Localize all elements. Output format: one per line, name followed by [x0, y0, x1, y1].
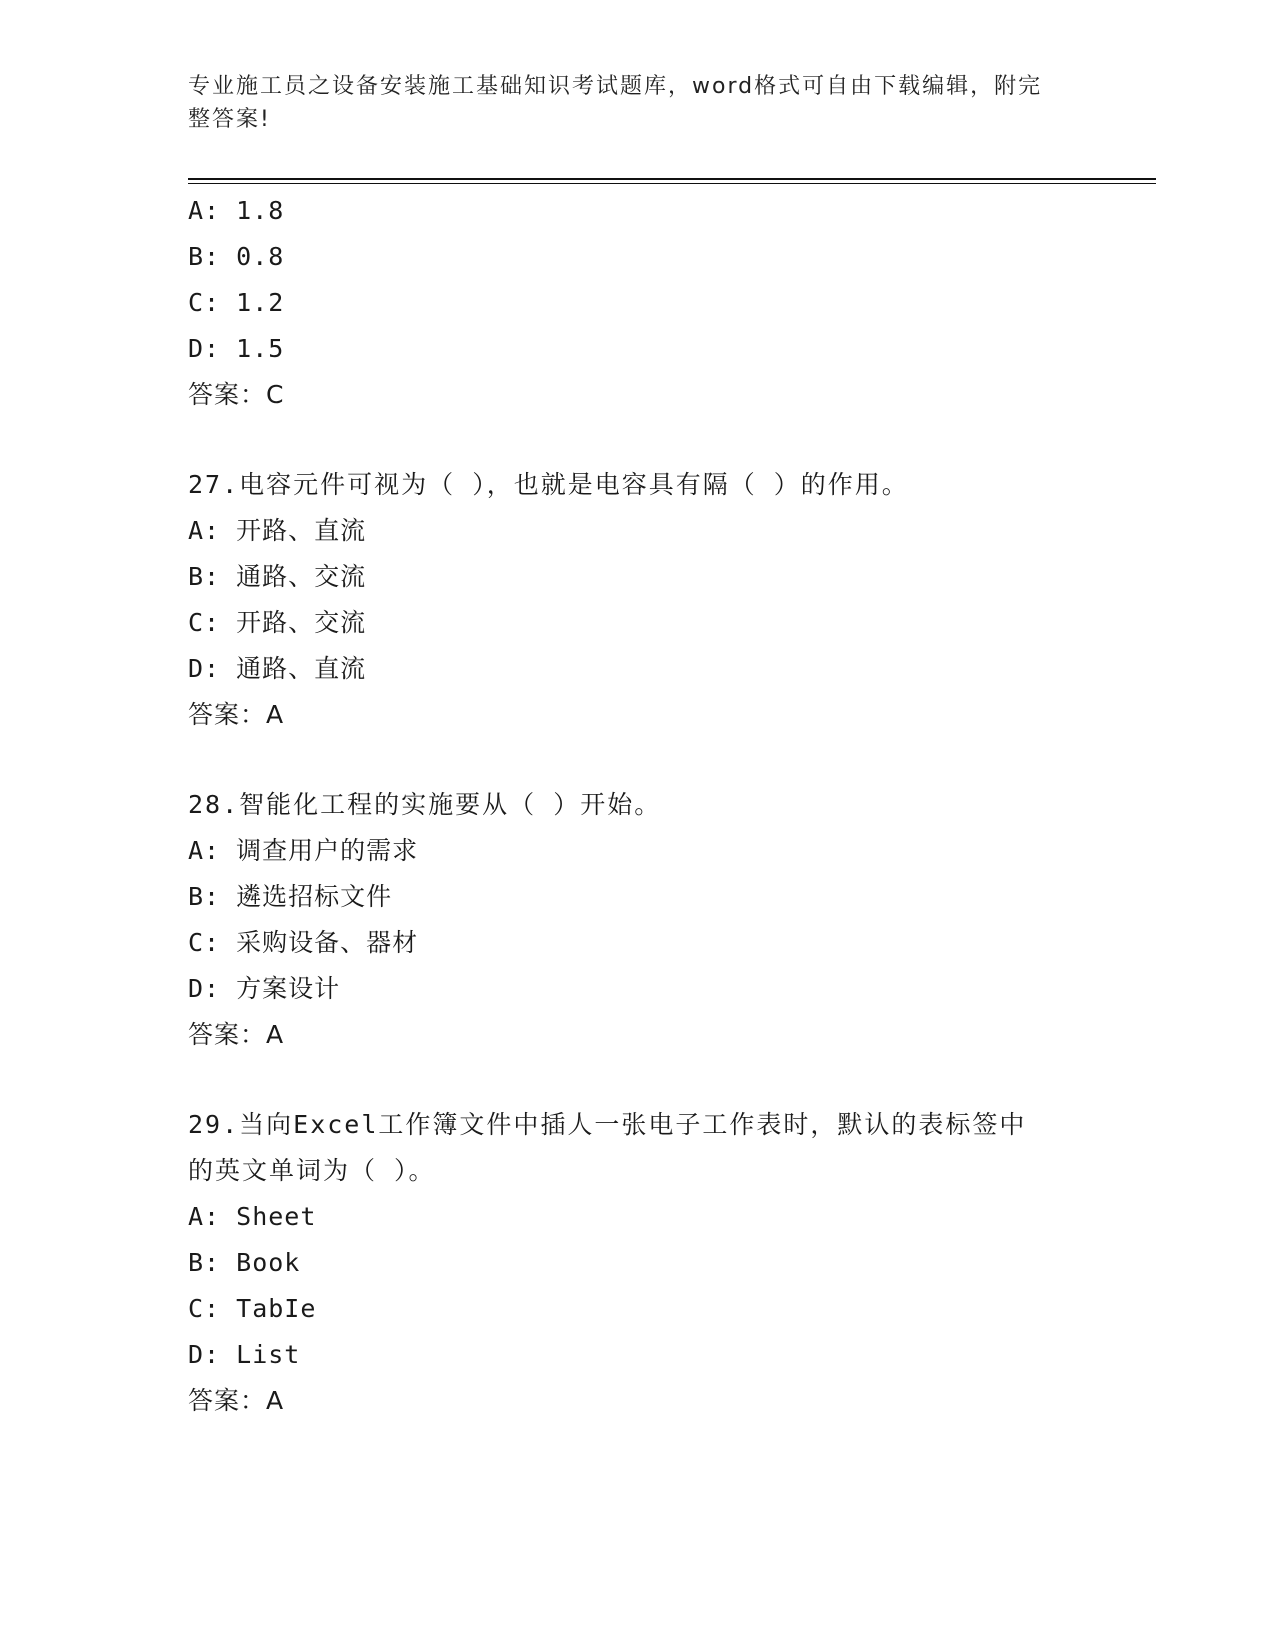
question-text: 27.电容元件可视为（ ），也就是电容具有隔（ ）的作用。	[188, 470, 909, 499]
option-b: B: Book	[188, 1248, 301, 1277]
option-c: C: 采购设备、器材	[188, 928, 419, 957]
option-a: A: 调查用户的需求	[188, 836, 419, 865]
option-b: B: 0.8	[188, 242, 285, 271]
question-text-line-2: 的英文单词为（ ）。	[188, 1156, 436, 1185]
option-c: C: 开路、交流	[188, 608, 367, 637]
header-rule-thick	[188, 178, 1156, 180]
option-c: C: TabIe	[188, 1294, 317, 1323]
option-b: B: 遴选招标文件	[188, 882, 393, 911]
question-29	[188, 1102, 1088, 1424]
question-26	[188, 188, 1088, 418]
answer: 答案：A	[188, 700, 285, 729]
answer: 答案：A	[188, 1386, 285, 1415]
header-line-2: 整答案!	[188, 107, 271, 132]
option-a: A: 1.8	[188, 196, 285, 225]
question-28	[188, 782, 1088, 1058]
answer: 答案：C	[188, 380, 285, 409]
option-a: A: 开路、直流	[188, 516, 367, 545]
header-line-1: 专业施工员之设备安装施工基础知识考试题库，word格式可自由下载编辑，附完	[188, 74, 1043, 99]
option-b: B: 通路、交流	[188, 562, 367, 591]
header-rule-thin	[188, 183, 1156, 184]
question-27	[188, 462, 1088, 738]
option-d: D: 通路、直流	[188, 654, 367, 683]
option-d: D: 1.5	[188, 334, 285, 363]
question-text: 28.智能化工程的实施要从（ ）开始。	[188, 790, 662, 819]
option-c: C: 1.2	[188, 288, 285, 317]
answer: 答案：A	[188, 1020, 285, 1049]
question-text-line-1: 29.当向Excel工作簿文件中插人一张电子工作表时，默认的表标签中	[188, 1110, 1027, 1139]
question-list	[188, 188, 1088, 1424]
page-header	[188, 70, 1068, 136]
option-d: D: List	[188, 1340, 301, 1369]
option-a: A: Sheet	[188, 1202, 317, 1231]
option-d: D: 方案设计	[188, 974, 341, 1003]
